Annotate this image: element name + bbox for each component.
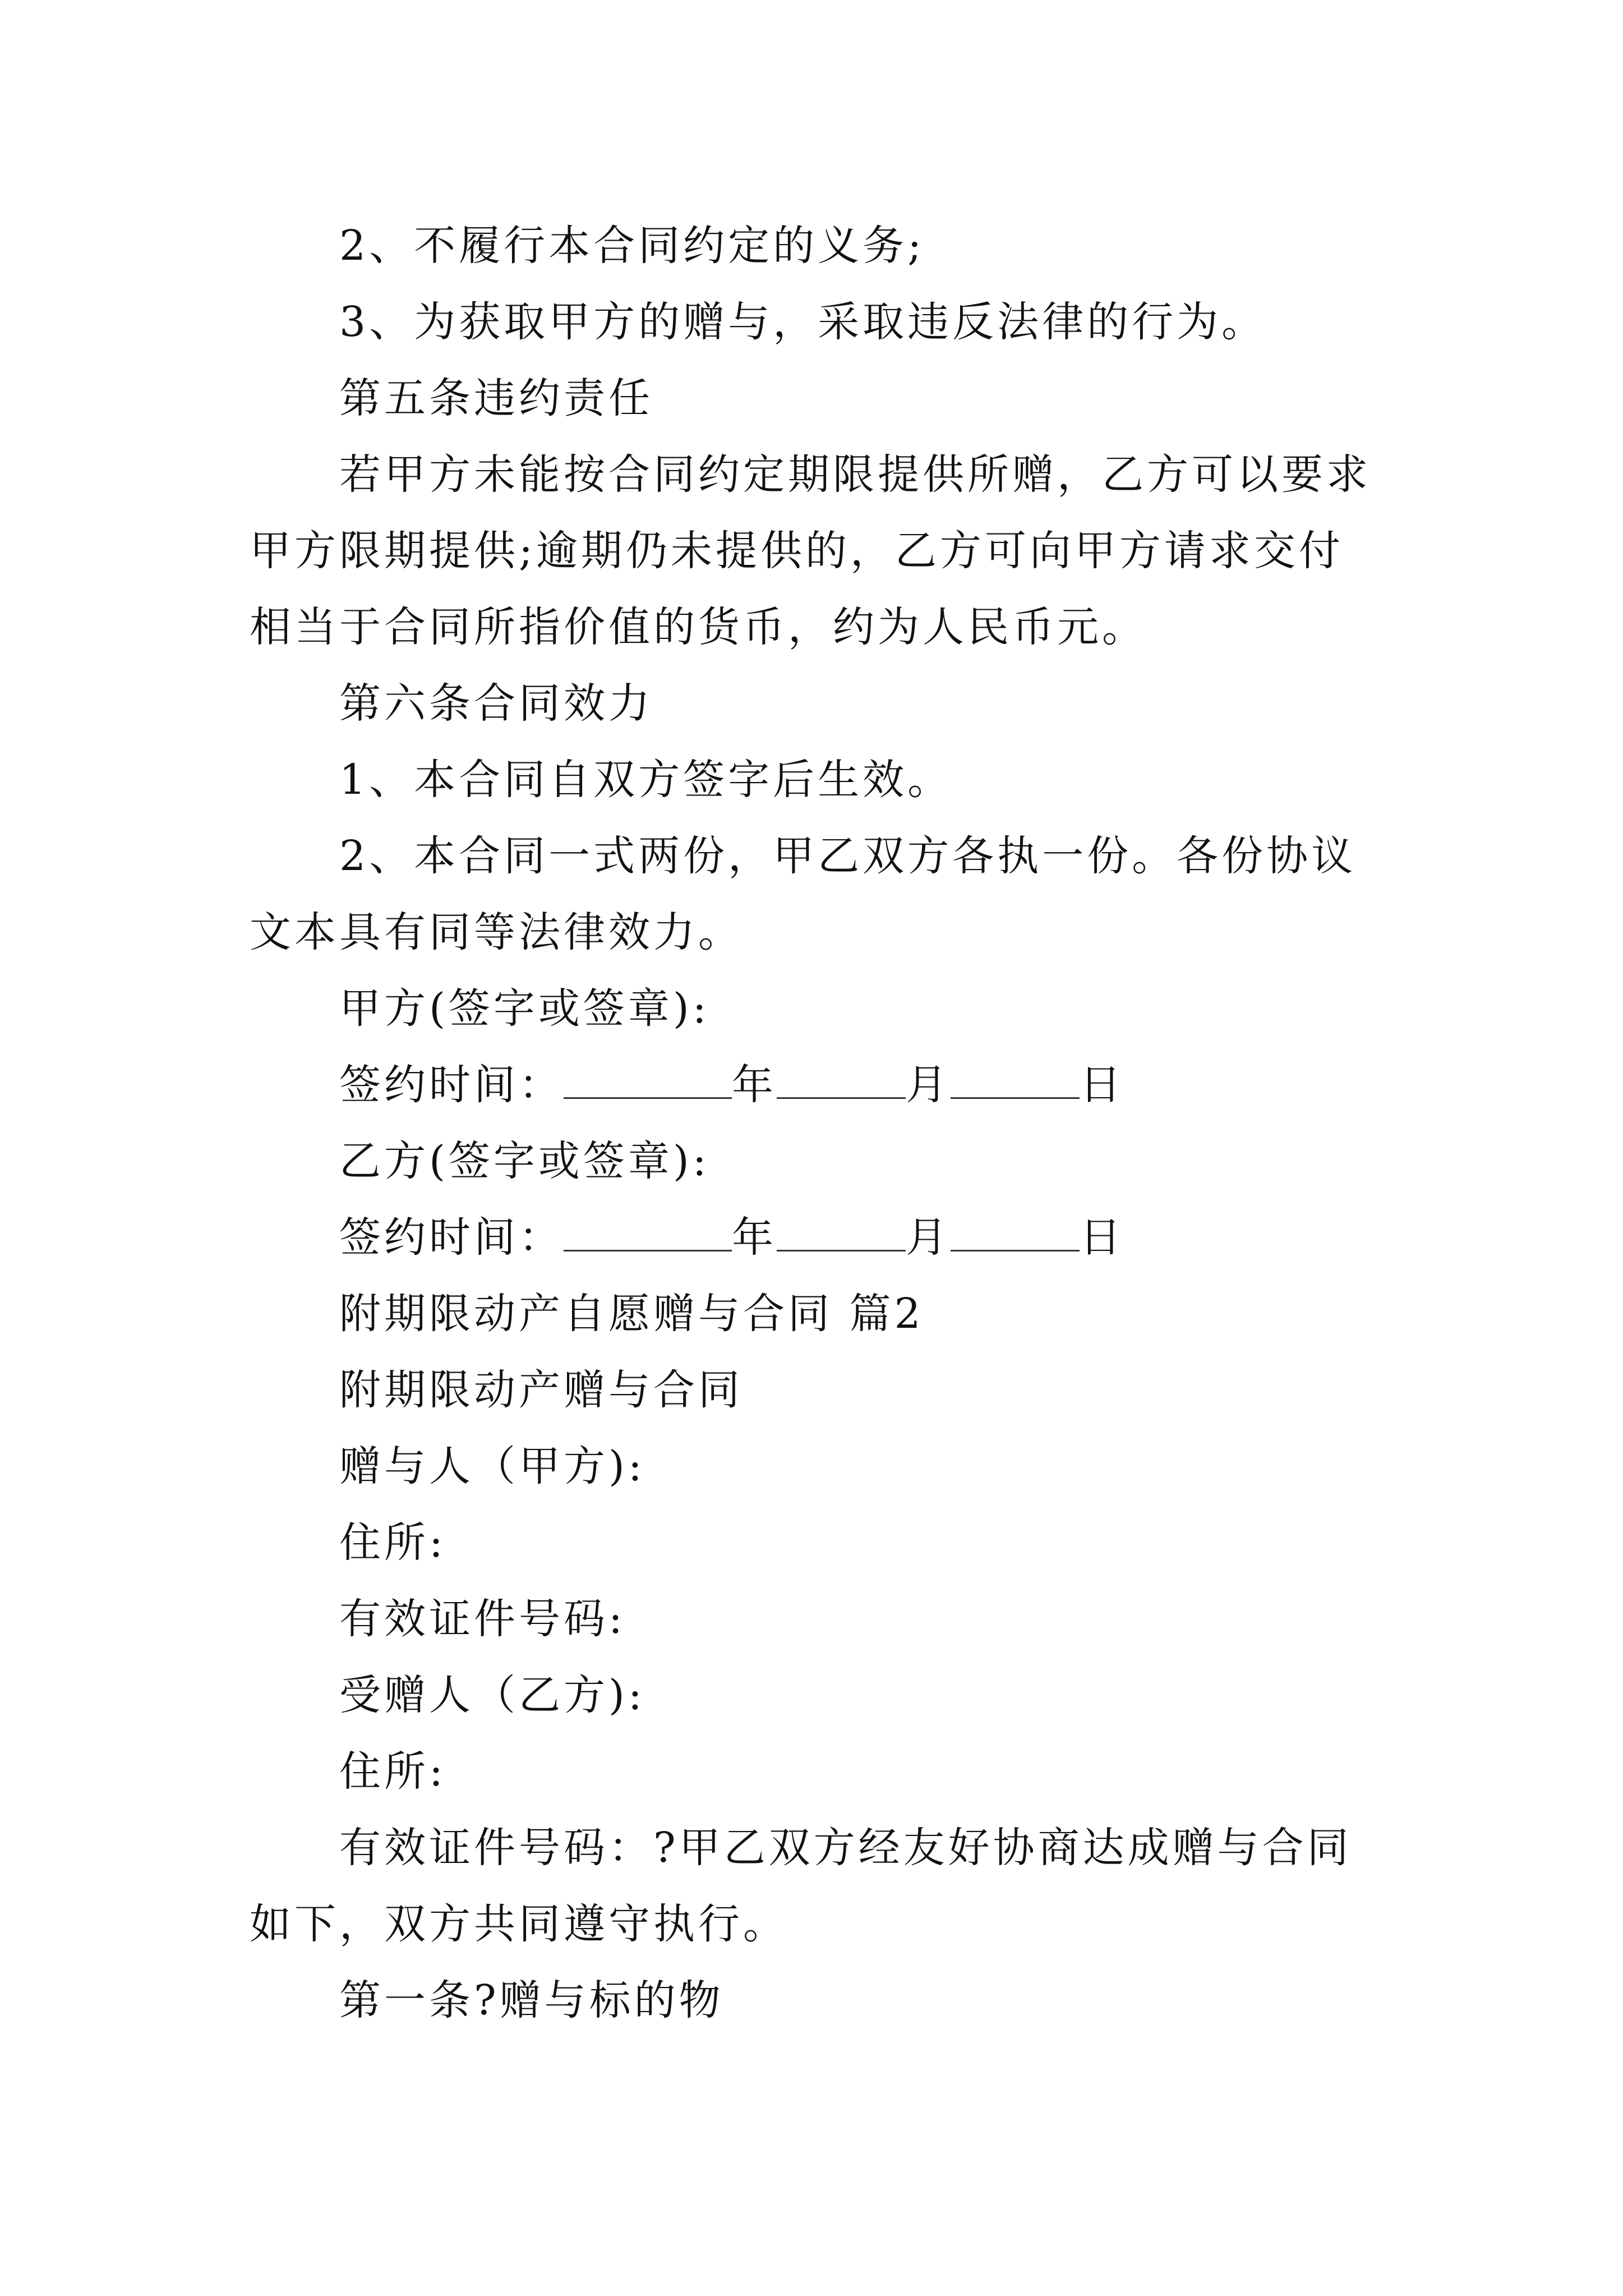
article-1-heading: 第一条?赠与标的物 <box>339 1976 724 2024</box>
donor-label: 赠与人（甲方): <box>339 1442 645 1490</box>
day-blank[interactable] <box>951 1212 1080 1251</box>
article-6-item-2: 2、本合同一式两份，甲乙双方各执一份。各份协议文本具有同等法律效力。 <box>250 832 1357 956</box>
section-2-title: 附期限动产自愿赠与合同 篇2 <box>339 1290 924 1338</box>
document-body <box>250 208 1382 2039</box>
donee-id-and-agreement: 有效证件号码：?甲乙双方经友好协商达成赠与合同如下，双方共同遵守执行。 <box>250 1824 1352 1948</box>
month-blank[interactable] <box>777 1059 906 1099</box>
donee-label: 受赠人（乙方): <box>339 1671 645 1719</box>
year-blank[interactable] <box>564 1059 732 1099</box>
article-5-heading: 第五条违约责任 <box>339 374 653 422</box>
month-label: 月 <box>906 1213 951 1262</box>
day-blank[interactable] <box>951 1059 1080 1099</box>
year-blank[interactable] <box>564 1212 732 1251</box>
party-a-signature: 甲方(签字或签章): <box>339 984 710 1033</box>
donor-id-number: 有效证件号码: <box>339 1595 626 1643</box>
year-label: 年 <box>732 1061 777 1109</box>
signing-date-a <box>250 1047 1382 1123</box>
clause-item-2: 2、不履行本合同约定的义务; <box>339 222 925 270</box>
article-6-heading: 第六条合同效力 <box>339 679 653 728</box>
contract-title: 附期限动产赠与合同 <box>339 1366 743 1414</box>
party-b-signature: 乙方(签字或签章): <box>339 1137 710 1185</box>
signing-date-label: 签约时间： <box>339 1061 564 1109</box>
signing-date-b <box>250 1199 1382 1276</box>
signing-date-label: 签约时间： <box>339 1213 564 1262</box>
month-blank[interactable] <box>777 1212 906 1251</box>
donee-address: 住所: <box>339 1747 446 1796</box>
day-label: 日 <box>1080 1061 1124 1109</box>
month-label: 月 <box>906 1061 951 1109</box>
article-5-body: 若甲方未能按合同约定期限提供所赠，乙方可以要求甲方限期提供;逾期仍未提供的，乙方可向甲方请求交付相当于合同所指价值的货币，约为人民币元。 <box>250 450 1371 651</box>
donor-address: 住所: <box>339 1519 446 1567</box>
article-6-item-1: 1、本合同自双方签字后生效。 <box>339 756 953 804</box>
day-label: 日 <box>1080 1213 1124 1262</box>
clause-item-3: 3、为获取甲方的赠与，采取违反法律的行为。 <box>339 298 1267 346</box>
year-label: 年 <box>732 1213 777 1262</box>
